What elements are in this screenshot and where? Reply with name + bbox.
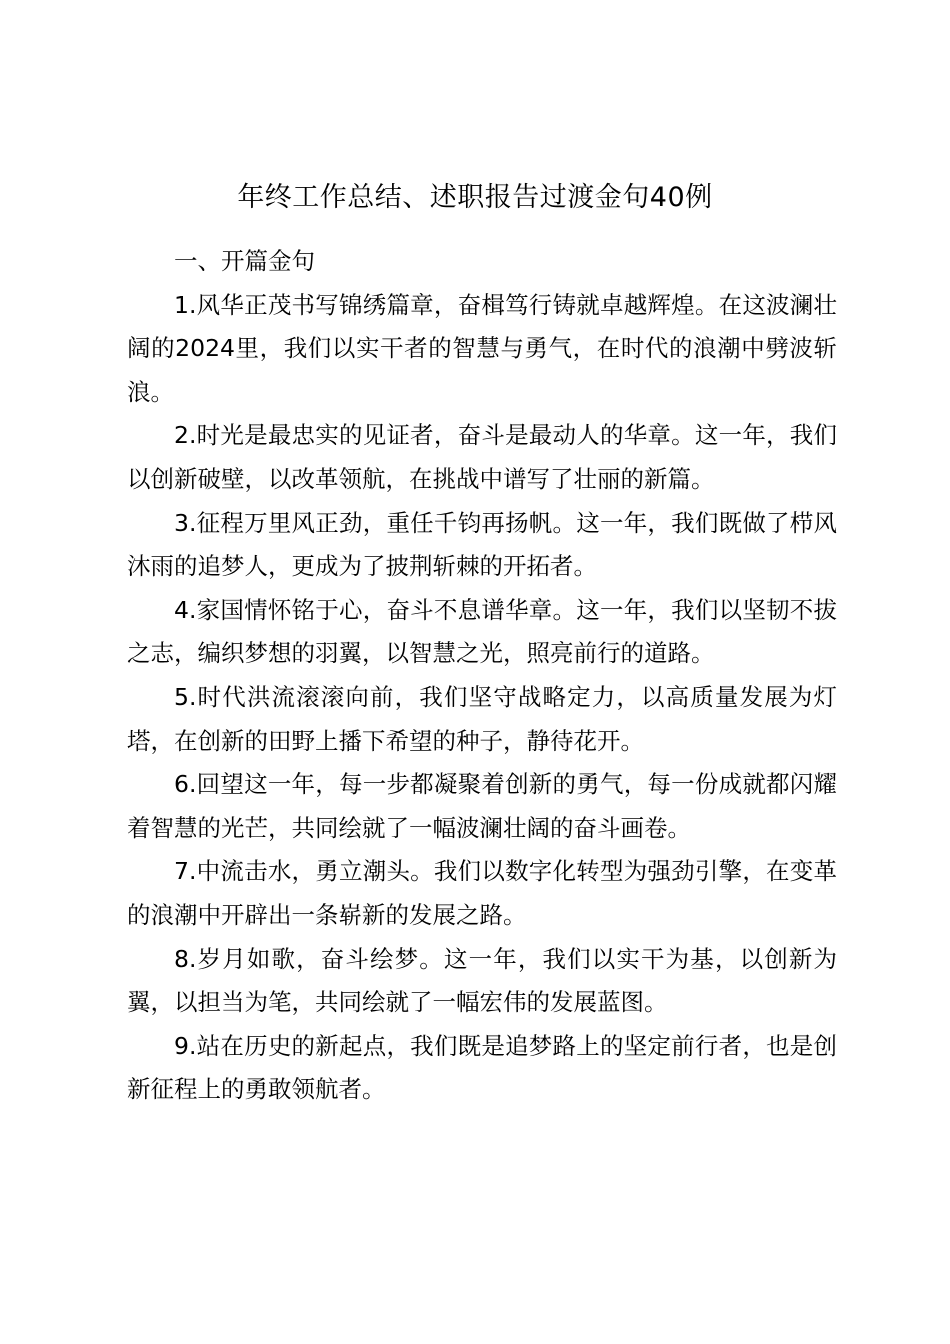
document-title: 年终工作总结、述职报告过渡金句40例 — [237, 182, 713, 213]
paragraph-3: 3.征程万里风正劲，重任千钧再扬帆。这一年，我们既做了栉风沐雨的追梦人，更成为了披荆斩棘的开拓者。 — [127, 508, 837, 581]
paragraph-2: 2.时光是最忠实的见证者，奋斗是最动人的华章。这一年，我们以创新破壁，以改革领航，在挑战中谱写了壮丽的新篇。 — [127, 421, 837, 493]
paragraph-4: 4.家国情怀铭于心，奋斗不息谱华章。这一年，我们以坚韧不拔之志，编织梦想的羽翼，以智慧之光，照亮前行的道路。 — [127, 595, 837, 668]
paragraph-6: 6.回望这一年，每一步都凝聚着创新的勇气，每一份成就都闪耀着智慧的光芒，共同绘就了一幅波澜壮阔的奋斗画卷。 — [127, 770, 837, 842]
document-body — [127, 240, 837, 1112]
paragraph-8: 8.岁月如歌，奋斗绘梦。这一年，我们以实干为基，以创新为翼，以担当为笔，共同绘就了一幅宏伟的发展蓝图。 — [127, 944, 837, 1017]
paragraph-7: 7.中流击水，勇立潮头。我们以数字化转型为强劲引擎，在变革的浪潮中开辟出一条崭新的发展之路。 — [127, 857, 837, 929]
section-heading: 一、开篇金句 — [174, 247, 315, 275]
paragraph-9: 9.站在历史的新起点，我们既是追梦路上的坚定前行者，也是创新征程上的勇敢领航者。 — [127, 1031, 837, 1104]
paragraph-5: 5.时代洪流滚滚向前，我们坚守战略定力，以高质量发展为灯塔，在创新的田野上播下希望的种子，静待花开。 — [127, 682, 837, 755]
paragraph-1: 1.风华正茂书写锦绣篇章，奋楫笃行铸就卓越辉煌。在这波澜壮阔的2024里，我们以实干者的智慧与勇气，在时代的浪潮中劈波斩浪。 — [127, 290, 837, 406]
